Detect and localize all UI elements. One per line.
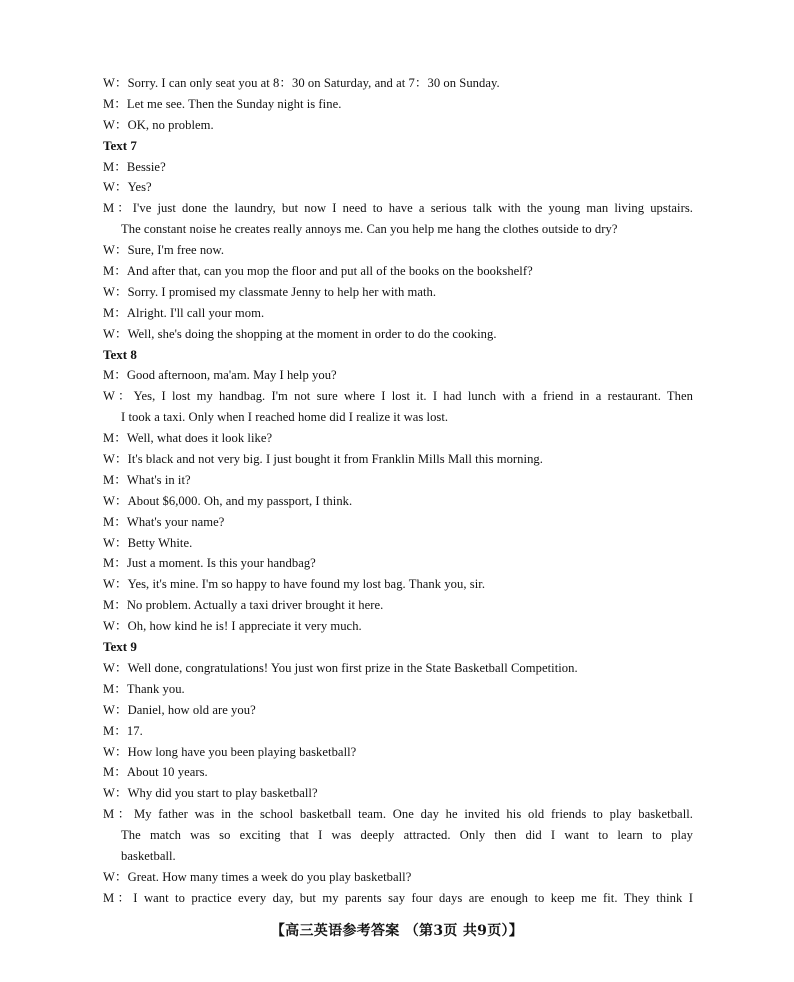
dialogue-line: W：Great. How many times a week do you play basketball? xyxy=(103,869,412,884)
dialogue-line: W：Yes? xyxy=(103,180,152,195)
dialogue-line: W：Betty White. xyxy=(103,535,193,550)
dialogue-line: W：OK, no problem. xyxy=(103,117,214,132)
dialogue-line: M：And after that, can you mop the floor and put all of the books on the bookshelf? xyxy=(103,264,533,279)
dialogue-line: I took a taxi. Only when I reached home did I realize it was lost. xyxy=(121,410,449,425)
dialogue-line: W：Yes, it's mine. I'm so happy to have found my lost bag. Thank you, sir. xyxy=(103,577,486,592)
dialogue-line: M：My father was in the school basketball team. One day he invited his old friends to play basketball. xyxy=(103,807,693,822)
dialogue-line: W：About $6,000. Oh, and my passport, I think. xyxy=(103,493,353,508)
dialogue-line: M：Thank you. xyxy=(103,681,185,696)
page-footer: 【高三英语参考答案 （第3页 共9页）】 xyxy=(270,923,524,939)
dialogue-line: W：Well done, congratulations! You just won first prize in the State Basketball Competition. xyxy=(103,660,578,675)
dialogue-line: M：Alright. I'll call your mom. xyxy=(103,305,265,320)
dialogue-line: M：Just a moment. Is this your handbag? xyxy=(103,556,316,571)
dialogue-line: W：It's black and not very big. I just bought it from Franklin Mills Mall this morning. xyxy=(103,452,543,467)
dialogue-line: M：No problem. Actually a taxi driver brought it here. xyxy=(103,598,384,613)
dialogue-line: M：Bessie? xyxy=(103,159,166,174)
dialogue-line: M：I want to practice every day, but my parents say four days are enough to keep me fit. They think I xyxy=(103,890,693,905)
dialogue-line: M：17. xyxy=(103,723,143,738)
dialogue-line: The constant noise he creates really annoys me. Can you help me hang the clothes outside to dry? xyxy=(121,222,618,237)
dialogue-line: M：Let me see. Then the Sunday night is fine. xyxy=(103,96,342,111)
section-heading: Text 8 xyxy=(103,346,137,362)
dialogue-line: W：How long have you been playing basketball? xyxy=(103,744,357,759)
dialogue-line: W：Oh, how kind he is! I appreciate it very much. xyxy=(103,619,362,634)
dialogue-line: W：Sure, I'm free now. xyxy=(103,243,225,258)
dialogue-line: W：Sorry. I promised my classmate Jenny to help her with math. xyxy=(103,284,437,299)
dialogue-line: M：Good afternoon, ma'am. May I help you? xyxy=(103,368,337,383)
dialogue-line: W：Well, she's doing the shopping at the moment in order to do the cooking. xyxy=(103,326,497,341)
dialogue-line: M：What's in it? xyxy=(103,472,191,487)
section-heading: Text 7 xyxy=(103,137,137,153)
dialogue-line: W：Why did you start to play basketball? xyxy=(103,786,318,801)
dialogue-line: M：What's your name? xyxy=(103,514,225,529)
dialogue-line: The match was so exciting that I was deeply attracted. Only then did I want to learn to play xyxy=(121,828,693,843)
dialogue-line: M：Well, what does it look like? xyxy=(103,431,273,446)
dialogue-line: M：About 10 years. xyxy=(103,765,208,780)
transcript-body xyxy=(103,73,693,909)
dialogue-line: M：I've just done the laundry, but now I need to have a serious talk with the young man living upstairs. xyxy=(103,201,693,216)
dialogue-line: basketball. xyxy=(121,848,176,863)
dialogue-line: W：Daniel, how old are you? xyxy=(103,702,256,717)
dialogue-line: W：Sorry. I can only seat you at 8：30 on Saturday, and at 7：30 on Sunday. xyxy=(103,76,500,90)
dialogue-line: W：Yes, I lost my handbag. I'm not sure where I lost it. I had lunch with a friend in a restaurant. Then xyxy=(103,389,693,404)
section-heading: Text 9 xyxy=(103,639,137,655)
